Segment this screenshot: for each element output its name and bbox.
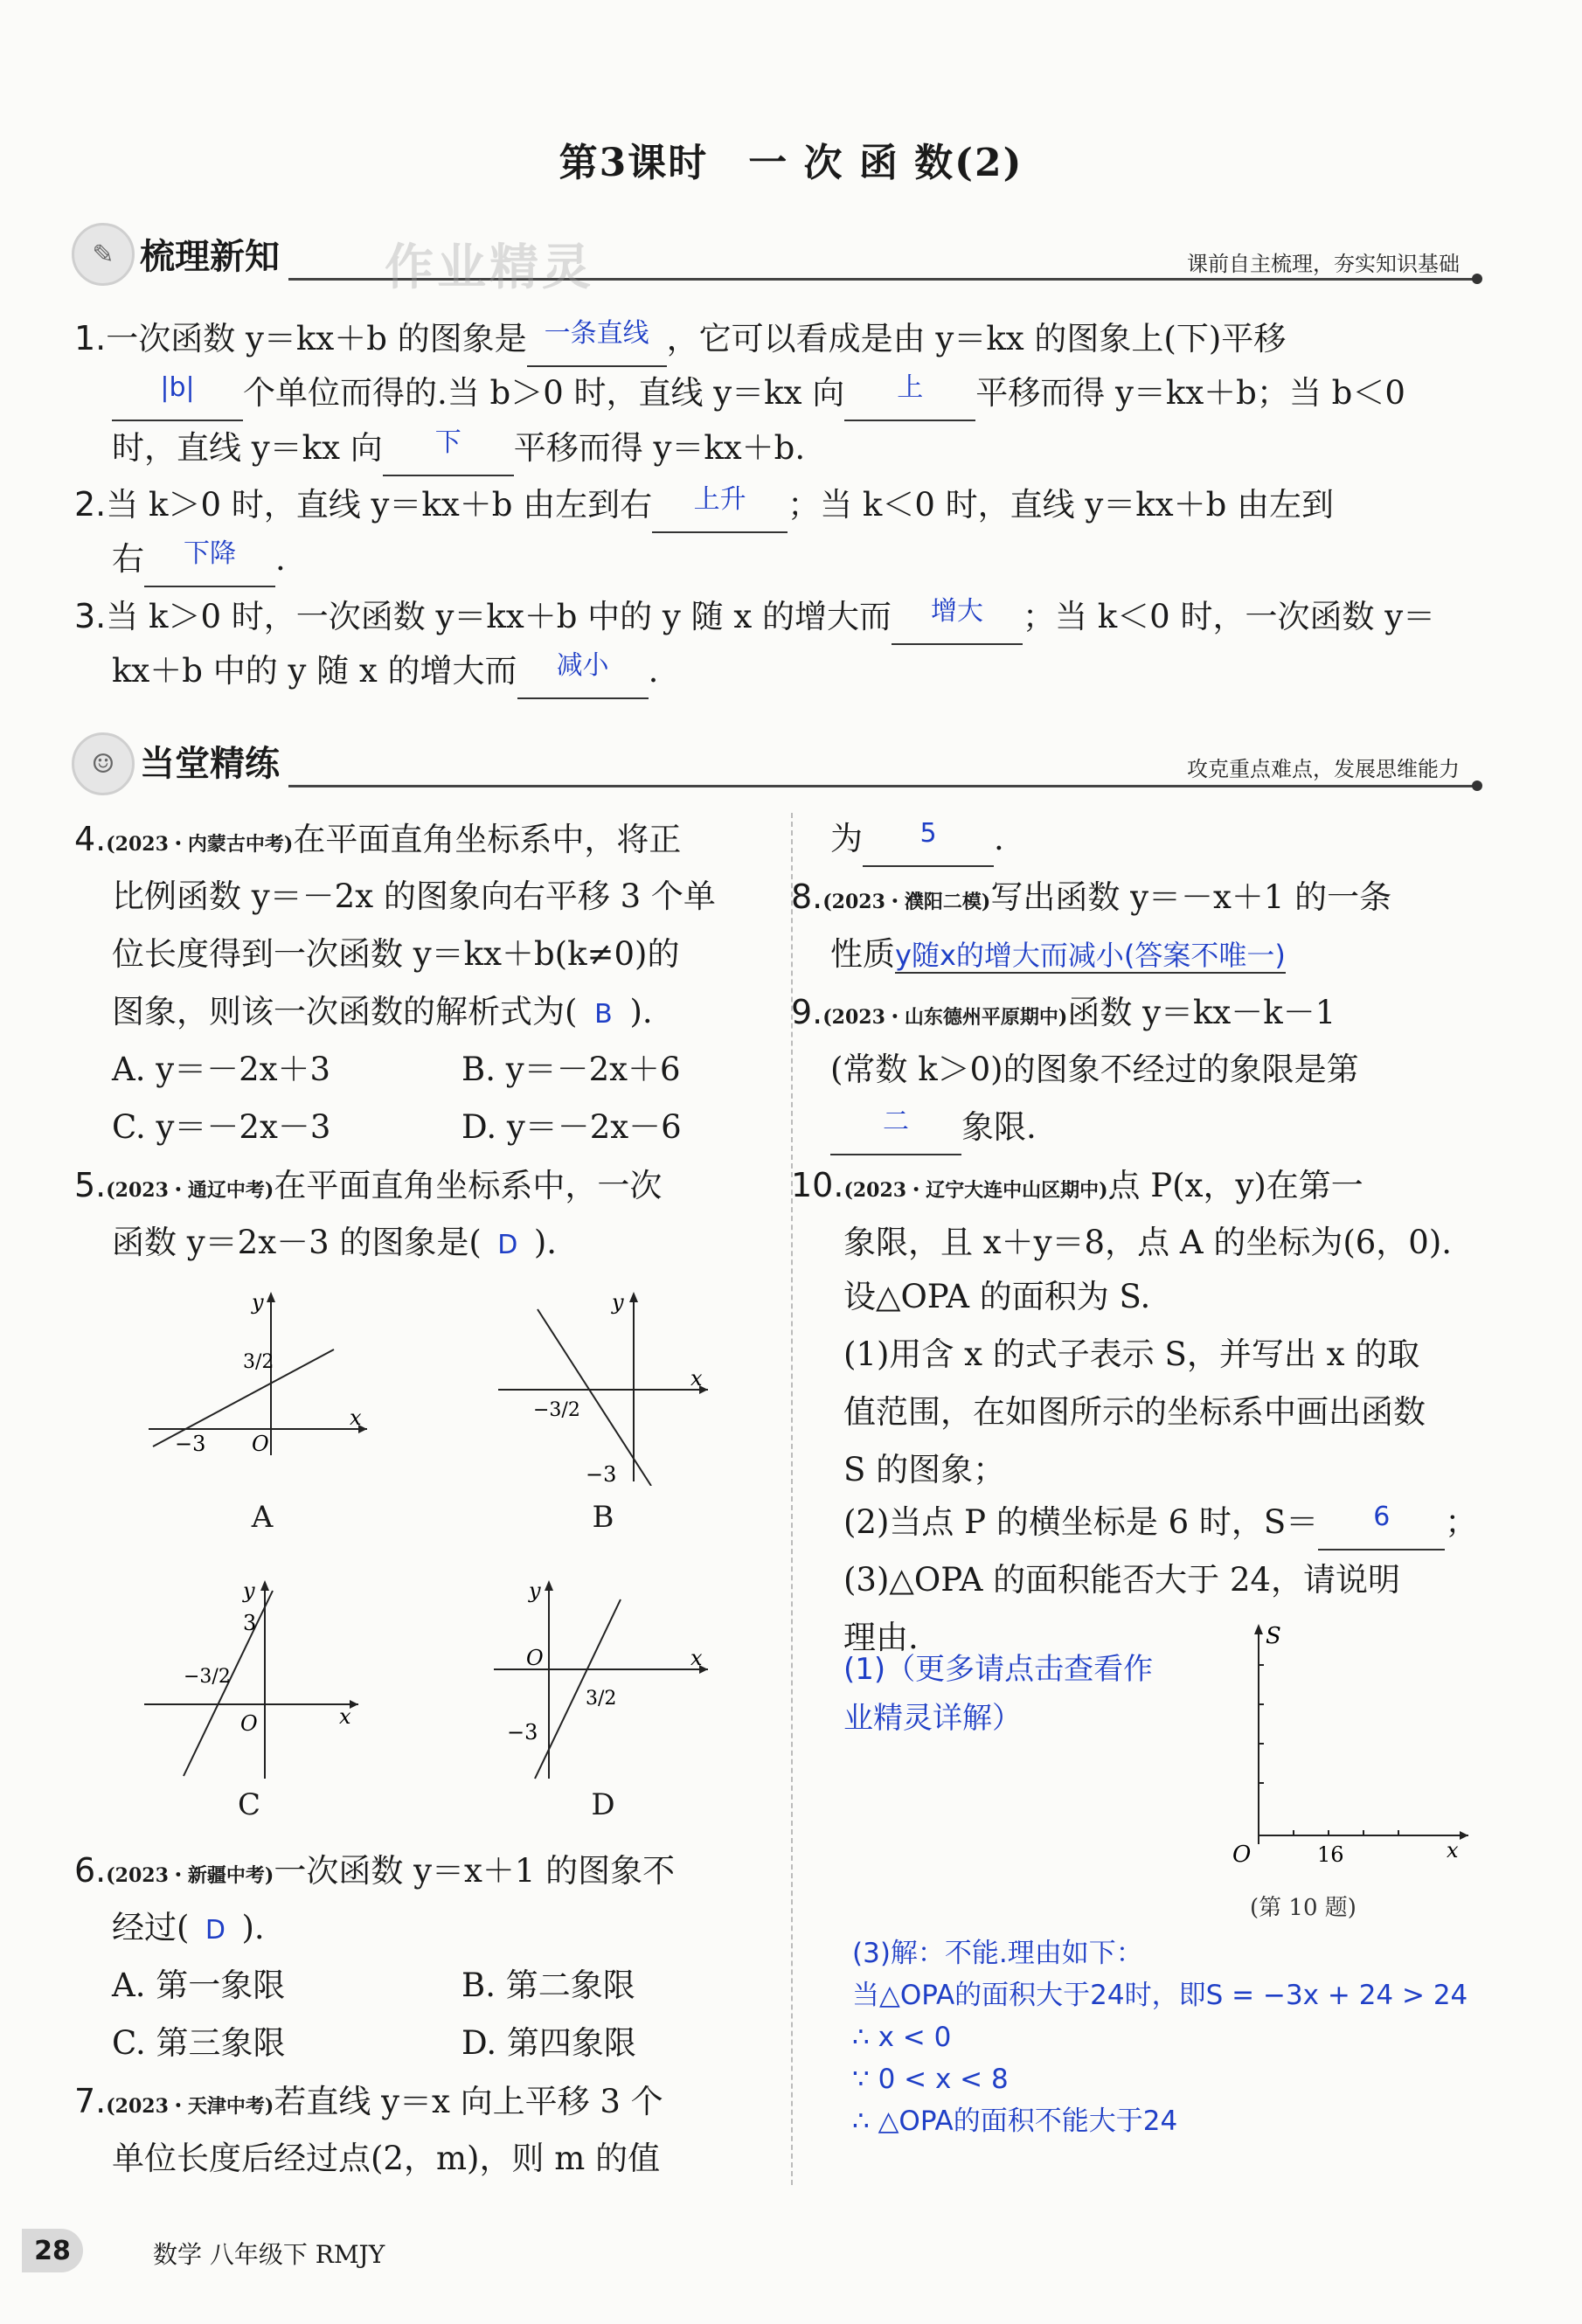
axis-label-x: x bbox=[350, 1405, 362, 1430]
q10-solution-3-line3: ∴ x < 0 bbox=[852, 2022, 952, 2053]
q4-option-c[interactable]: C. y＝－2x－3 bbox=[112, 1108, 331, 1146]
origin-label: O bbox=[240, 1711, 258, 1736]
section-subtitle-review: 课前自主梳理，夯实知识基础 bbox=[1187, 252, 1460, 276]
q1-blank1[interactable]: 一条直线 bbox=[527, 317, 667, 367]
watermark: 作业精灵 bbox=[385, 239, 594, 296]
q7-line1: 7.(2023・天津中考)若直线 y＝x 向上平移 3 个 bbox=[74, 2082, 663, 2120]
q9-line1: 9.(2023・山东德州平原期中)函数 y＝kx－k－1 bbox=[791, 993, 1336, 1031]
q10-solution-1a[interactable]: (1)（更多请点击查看作 bbox=[843, 1652, 1154, 1687]
q4-line4: 图象，则该一次函数的解析式为( B ). bbox=[112, 984, 653, 1043]
q9-blank[interactable]: 二 bbox=[830, 1106, 961, 1155]
q3-blank2[interactable]: 减小 bbox=[517, 649, 649, 699]
q5-label-b: B bbox=[592, 1500, 614, 1535]
q10-line1: 10.(2023・辽宁大连中山区期中)点 P(x，y)在第一 bbox=[791, 1166, 1363, 1204]
q10-line8: (3)△OPA 的面积能否大于 24，请说明 bbox=[843, 1561, 1401, 1599]
axis-label-y: y bbox=[612, 1290, 624, 1315]
q4-line2: 比例函数 y＝－2x 的图象向右平移 3 个单 bbox=[112, 878, 716, 915]
q1-blank3[interactable]: 上 bbox=[844, 371, 975, 421]
q5-label-d: D bbox=[591, 1787, 615, 1822]
q5-line1: 5.(2023・通辽中考)在平面直角坐标系中，一次 bbox=[74, 1166, 663, 1204]
q1-line1: 1.一次函数 y＝kx＋b 的图象是 $^{一条直线}$ ，它可以看成是由 y＝kx 的图象上(下)平移 bbox=[74, 310, 1286, 367]
page-title: 第3课时 一 次 函 数(2) bbox=[559, 141, 1023, 185]
q10-solution-3-line2: 当△OPA的面积大于24时，即S = −3x + 24 > 24 bbox=[852, 1980, 1468, 2011]
origin-label: O bbox=[1232, 1842, 1252, 1868]
q6-answer[interactable]: D bbox=[205, 1915, 226, 1946]
q7-blank[interactable]: 5 bbox=[863, 817, 994, 867]
q10-line3: 设△OPA 的面积为 S. bbox=[843, 1278, 1151, 1315]
q7-line3: 为 $^5$ . bbox=[830, 811, 1004, 867]
q2-line1: 2.当 k＞0 时，直线 y＝kx＋b 由左到右 $^{上升}$ ；当 k＜0 时，直线 y＝kx＋b 由左到 bbox=[74, 476, 1334, 533]
q4-option-d[interactable]: D. y＝－2x－6 bbox=[461, 1108, 682, 1146]
q10-solution-1b[interactable]: 业精灵详解） bbox=[843, 1701, 1022, 1736]
q10-graph[interactable] bbox=[1206, 1617, 1477, 1888]
page-number: 28 bbox=[22, 2229, 83, 2272]
tick-label-y: −3 bbox=[507, 1720, 538, 1745]
q5-line2: 函数 y＝2x－3 的图象是( D ). bbox=[112, 1215, 557, 1273]
q4-option-a[interactable]: A. y＝－2x＋3 bbox=[112, 1051, 331, 1088]
q5-graph-d[interactable] bbox=[489, 1573, 734, 1783]
q3-blank1[interactable]: 增大 bbox=[892, 595, 1023, 645]
section-subtitle-practice: 攻克重点难点，发展思维能力 bbox=[1187, 757, 1460, 781]
q1-line3: 时，直线 y＝kx 向 $^下$ 平移而得 y＝kx＋b. bbox=[112, 420, 805, 476]
q10-line6: S 的图象； bbox=[843, 1451, 1006, 1488]
axis-label-x: x bbox=[690, 1646, 703, 1670]
q9-line2: (常数 k＞0)的图象不经过的象限是第 bbox=[830, 1051, 1359, 1088]
q10-solution-3-line4: ∵ 0 < x < 8 bbox=[852, 2064, 1009, 2095]
axis-label-x: x bbox=[339, 1704, 351, 1729]
q5-graph-a[interactable] bbox=[140, 1285, 385, 1460]
tick-label-x: 3/2 bbox=[586, 1688, 617, 1710]
tick-label: 16 bbox=[1317, 1842, 1344, 1867]
q2-blank1[interactable]: 上升 bbox=[652, 483, 788, 533]
q1-blank4[interactable]: 下 bbox=[383, 427, 514, 476]
axis-label-x: x bbox=[690, 1366, 703, 1391]
q10-line7: (2)当点 P 的横坐标是 6 时，S＝ $^6$ ； bbox=[843, 1495, 1477, 1550]
q1-line2: $^{|b|}$ 个单位而得的.当 b＞0 时，直线 y＝kx 向 $^上$ 平移而得 y＝kx＋b；当 b＜0 bbox=[112, 365, 1405, 421]
axis-label-s: S bbox=[1266, 1623, 1281, 1649]
q2-line2: 右 $^{下降}$ . bbox=[112, 531, 286, 587]
q10-solution-3-line1: (3)解：不能.理由如下： bbox=[852, 1938, 1143, 1969]
tick-label-y: −3 bbox=[586, 1462, 617, 1486]
section-divider bbox=[288, 785, 1477, 787]
q5-label-a: A bbox=[251, 1500, 274, 1535]
q8-line1: 8.(2023・濮阳二模)写出函数 y＝－x＋1 的一条 bbox=[791, 878, 1392, 916]
q6-line2: 经过( D ). bbox=[112, 1900, 265, 1959]
q5-graph-c[interactable] bbox=[140, 1573, 385, 1783]
axis-label-y: y bbox=[529, 1578, 541, 1603]
q6-option-b[interactable]: B. 第二象限 bbox=[461, 1967, 635, 2004]
q9-line3: $^二$ 象限. bbox=[830, 1100, 1037, 1155]
ticks bbox=[1259, 1665, 1398, 1835]
q10-line4: (1)用含 x 的式子表示 S，并写出 x 的取 bbox=[843, 1335, 1420, 1373]
axis-label-y: y bbox=[243, 1578, 255, 1603]
q4-line1: 4.(2023・内蒙古中考)在平面直角坐标系中，将正 bbox=[74, 820, 682, 858]
section-title-review: 梳理新知 bbox=[140, 237, 280, 277]
section-title-practice: 当堂精练 bbox=[140, 744, 280, 784]
origin-label: O bbox=[526, 1646, 544, 1670]
q3-line2: kx＋b 中的 y 随 x 的增大而 $^{减小}$ . bbox=[112, 643, 658, 699]
q6-option-c[interactable]: C. 第三象限 bbox=[112, 2024, 286, 2062]
axis-label-y: y bbox=[252, 1290, 264, 1315]
q6-option-a[interactable]: A. 第一象限 bbox=[112, 1967, 286, 2004]
q6-option-d[interactable]: D. 第四象限 bbox=[461, 2024, 636, 2062]
robot-icon: ☺ bbox=[72, 732, 135, 795]
q5-graph-b[interactable] bbox=[489, 1285, 734, 1486]
q6-line1: 6.(2023・新疆中考)一次函数 y＝x＋1 的图象不 bbox=[74, 1851, 676, 1890]
lightbulb-icon: ✎ bbox=[72, 223, 135, 286]
q10-line9: 理由. bbox=[843, 1619, 919, 1656]
figure-caption: (第 10 题) bbox=[1250, 1895, 1356, 1921]
q8-answer[interactable]: y随x的增大而减小(答案不唯一) bbox=[895, 939, 1286, 972]
tick-label-x: −3/2 bbox=[184, 1666, 231, 1688]
q5-answer[interactable]: D bbox=[497, 1230, 518, 1260]
q10-solution-3-line5: ∴ △OPA的面积不能大于24 bbox=[852, 2105, 1178, 2137]
q4-option-b[interactable]: B. y＝－2x＋6 bbox=[461, 1051, 681, 1088]
tick-label-x: −3 bbox=[175, 1432, 206, 1456]
tick-label-y: 3/2 bbox=[243, 1351, 274, 1373]
q1-blank2[interactable]: |b| bbox=[112, 371, 243, 421]
q10-blank[interactable]: 6 bbox=[1318, 1501, 1445, 1550]
q5-label-c: C bbox=[237, 1787, 260, 1822]
q10-line5: 值范围，在如图所示的坐标系中画出函数 bbox=[843, 1393, 1426, 1431]
q7-line2: 单位长度后经过点(2，m)，则 m 的值 bbox=[112, 2140, 661, 2177]
tick-label-x: −3/2 bbox=[533, 1399, 580, 1421]
footer-text: 数学 八年级下 RMJY bbox=[153, 2240, 385, 2269]
axis-label-x: x bbox=[1447, 1838, 1459, 1863]
q10-line2: 象限，且 x＋y＝8，点 A 的坐标为(6，0). bbox=[843, 1224, 1453, 1261]
q3-line1: 3.当 k＞0 时，一次函数 y＝kx＋b 中的 y 随 x 的增大而 $^{增大}$ ；当 k＜0 时，一次函数 y＝ bbox=[74, 588, 1435, 645]
q8-line2: 性质y随x的增大而减小(答案不唯一) bbox=[830, 935, 1286, 973]
tick-label-y: 3 bbox=[243, 1611, 257, 1635]
q2-blank2[interactable]: 下降 bbox=[144, 538, 275, 587]
q4-line3: 位长度得到一次函数 y＝kx＋b(k≠0)的 bbox=[112, 935, 680, 973]
q4-answer[interactable]: B bbox=[594, 999, 613, 1030]
origin-label: O bbox=[252, 1432, 269, 1456]
